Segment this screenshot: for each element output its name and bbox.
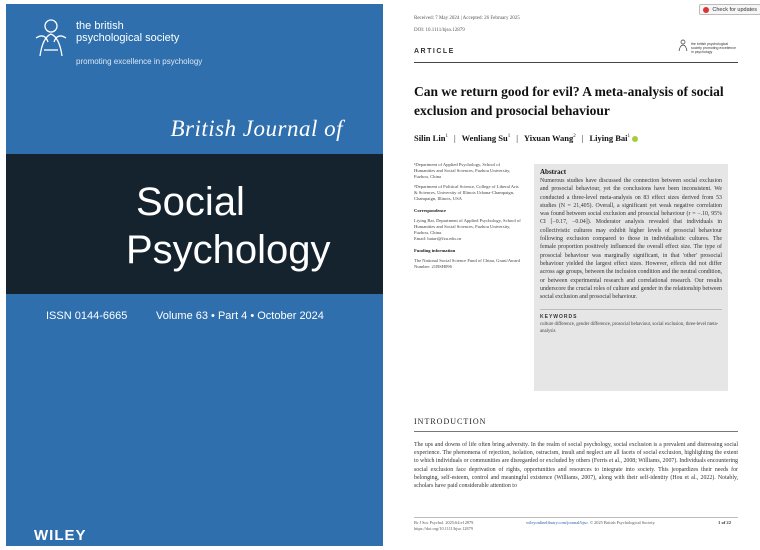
check-for-updates-button[interactable]: Check for updates bbox=[699, 4, 760, 15]
author-name[interactable]: Silin Lin bbox=[414, 133, 446, 143]
journal-url-link[interactable]: wileyonlinelibrary.com/journal/bjso bbox=[526, 520, 588, 525]
funding-heading: Funding information bbox=[414, 248, 456, 253]
header-divider bbox=[414, 62, 738, 63]
author-name[interactable]: Wenliang Su bbox=[461, 133, 508, 143]
author-list: Silin Lin$^1$ | Wenliang Su$^1$ | Yixuan Wang$^2$ | Liying Bai$^1$ bbox=[414, 133, 638, 143]
footer-citation: Br J Soc Psychol. 2025;64:e12879. https://doi.org/10.1111/bjso.12879 bbox=[414, 520, 475, 531]
introduction-text: The ups and downs of life often bring adversity. In the realm of social psychology, social exclusion is a prevalent and distressing social experience. The phenomena of rejection, isolation, ostracism, insult and neglect are all facets of social exclusion, highlighting the extent to which individuals or communities are disregarded or excluded by others (Ferris et al., 2008; Williams, 2007). Individuals encountering social exclusion face deprivation of rights, opportunities and resources to integrate into society. This jeopardizes their needs for belonging, self-esteem, control and meaningful existence (Williams, 2007), along with their self-identity (Hou et al., 2022). Notably, scholars have paid considerable attention to bbox=[414, 442, 738, 490]
orcid-icon[interactable] bbox=[632, 136, 638, 142]
journal-title-line1: Social bbox=[136, 180, 245, 224]
journal-name-prefix: British Journal of bbox=[170, 116, 343, 141]
journal-title-line2: Psychology bbox=[126, 228, 331, 272]
received-dates: Received: 7 May 2024 | Accepted: 26 February 2025 bbox=[414, 16, 520, 21]
bps-small-logo-text: the british psychological society promoting excellence in psychology bbox=[691, 42, 736, 54]
abstract-text: Numerous studies have discussed the connection between social exclusion and prosocial behaviour, yet the conclusions have been inconsistent. We conducted a three-level meta-analysis on 83 effect sizes derived from 53 studies (N = 21,405). Overall, a significant yet weak negative correlation was found between social exclusion and prosocial behaviour (r = −.10, 95% CI [−0.17, −0.04]). Moderator analysis revealed that individuals in collectivistic cultures may exhibit higher levels of prosocial behaviour following exclusion compared to those in individualistic cultures. The female proportion positively influenced the overall effect size. The type of prosocial behaviour was marginally significant, in that 'other' prosocial behaviour yielded the largest effect sizes. However, effects did not differ across age groups, between the inclusion condition and the neutral condition, or between experimental research and correlational research. Our results underscore the crucial roles of culture and gender in the relationship between social exclusion and prosocial behaviour. bbox=[540, 178, 722, 301]
abstract-heading: Abstract bbox=[540, 168, 567, 176]
affiliation-1: ¹Department of Applied Psychology, School of Humanities and Social Sciences, Fuzhou University, Fuzhou, China bbox=[414, 162, 511, 179]
abstract-box bbox=[534, 164, 728, 391]
funding-text: The National Social Science Fund of China, Grant/Award Number: 21BSH096 bbox=[414, 258, 520, 269]
affiliation-2: ²Department of Political Science, College of Liberal Arts & Sciences, University of Illinois Urbana-Champaign, Champaign, Illinois, USA bbox=[414, 184, 519, 201]
page-number: 1 of 22 bbox=[718, 520, 732, 525]
society-name: the british psychological society bbox=[76, 20, 180, 44]
issn: ISSN 0144-6665 bbox=[46, 310, 128, 322]
author-name[interactable]: Yixuan Wang bbox=[523, 133, 574, 143]
author-name[interactable]: Liying Bai bbox=[589, 133, 628, 143]
article-page bbox=[396, 4, 756, 546]
article-title: Can we return good for evil? A meta-analysis of social exclusion and prosocial behaviour bbox=[414, 84, 724, 118]
footer-journal: wileyonlinelibrary.com/journal/bjso © 2025 British Psychological Society. bbox=[526, 520, 656, 525]
keywords-heading: KEYWORDS bbox=[540, 314, 578, 321]
correspondence-email[interactable]: Email: baiart@fzu.edu.cn bbox=[414, 236, 462, 241]
bps-logo-icon bbox=[32, 14, 70, 58]
volume-info: Volume 63 • Part 4 • October 2024 bbox=[156, 310, 324, 322]
bps-small-logo-icon bbox=[678, 38, 688, 52]
publisher-logo: WILEY bbox=[34, 527, 87, 544]
footer-divider bbox=[414, 517, 738, 518]
doi-top: DOI: 10.1111/bjso.12879 bbox=[414, 28, 465, 33]
update-icon bbox=[703, 7, 709, 13]
society-tagline: promoting excellence in psychology bbox=[76, 57, 203, 66]
introduction-divider bbox=[414, 431, 738, 432]
correspondence-heading: Correspondence bbox=[414, 208, 447, 213]
footer-doi-link[interactable]: https://doi.org/10.1111/bjso.12879 bbox=[414, 526, 474, 531]
affiliations bbox=[414, 162, 522, 274]
journal-cover bbox=[6, 4, 383, 546]
introduction-heading: INTRODUCTION bbox=[414, 417, 487, 426]
title-band bbox=[6, 154, 383, 294]
correspondence-text: Liying Bai, Department of Applied Psychology, School of Humanities and Social Sciences, Fuzhou University, Fuzhou, China. Email: baiart@fzu.edu.cn bbox=[414, 218, 521, 241]
keywords-text: culture difference, gender difference, prosocial behaviour, social exclusion, three-level meta-analysis bbox=[540, 322, 719, 334]
keywords-divider bbox=[540, 309, 722, 310]
article-type-label: ARTICLE bbox=[414, 48, 455, 55]
